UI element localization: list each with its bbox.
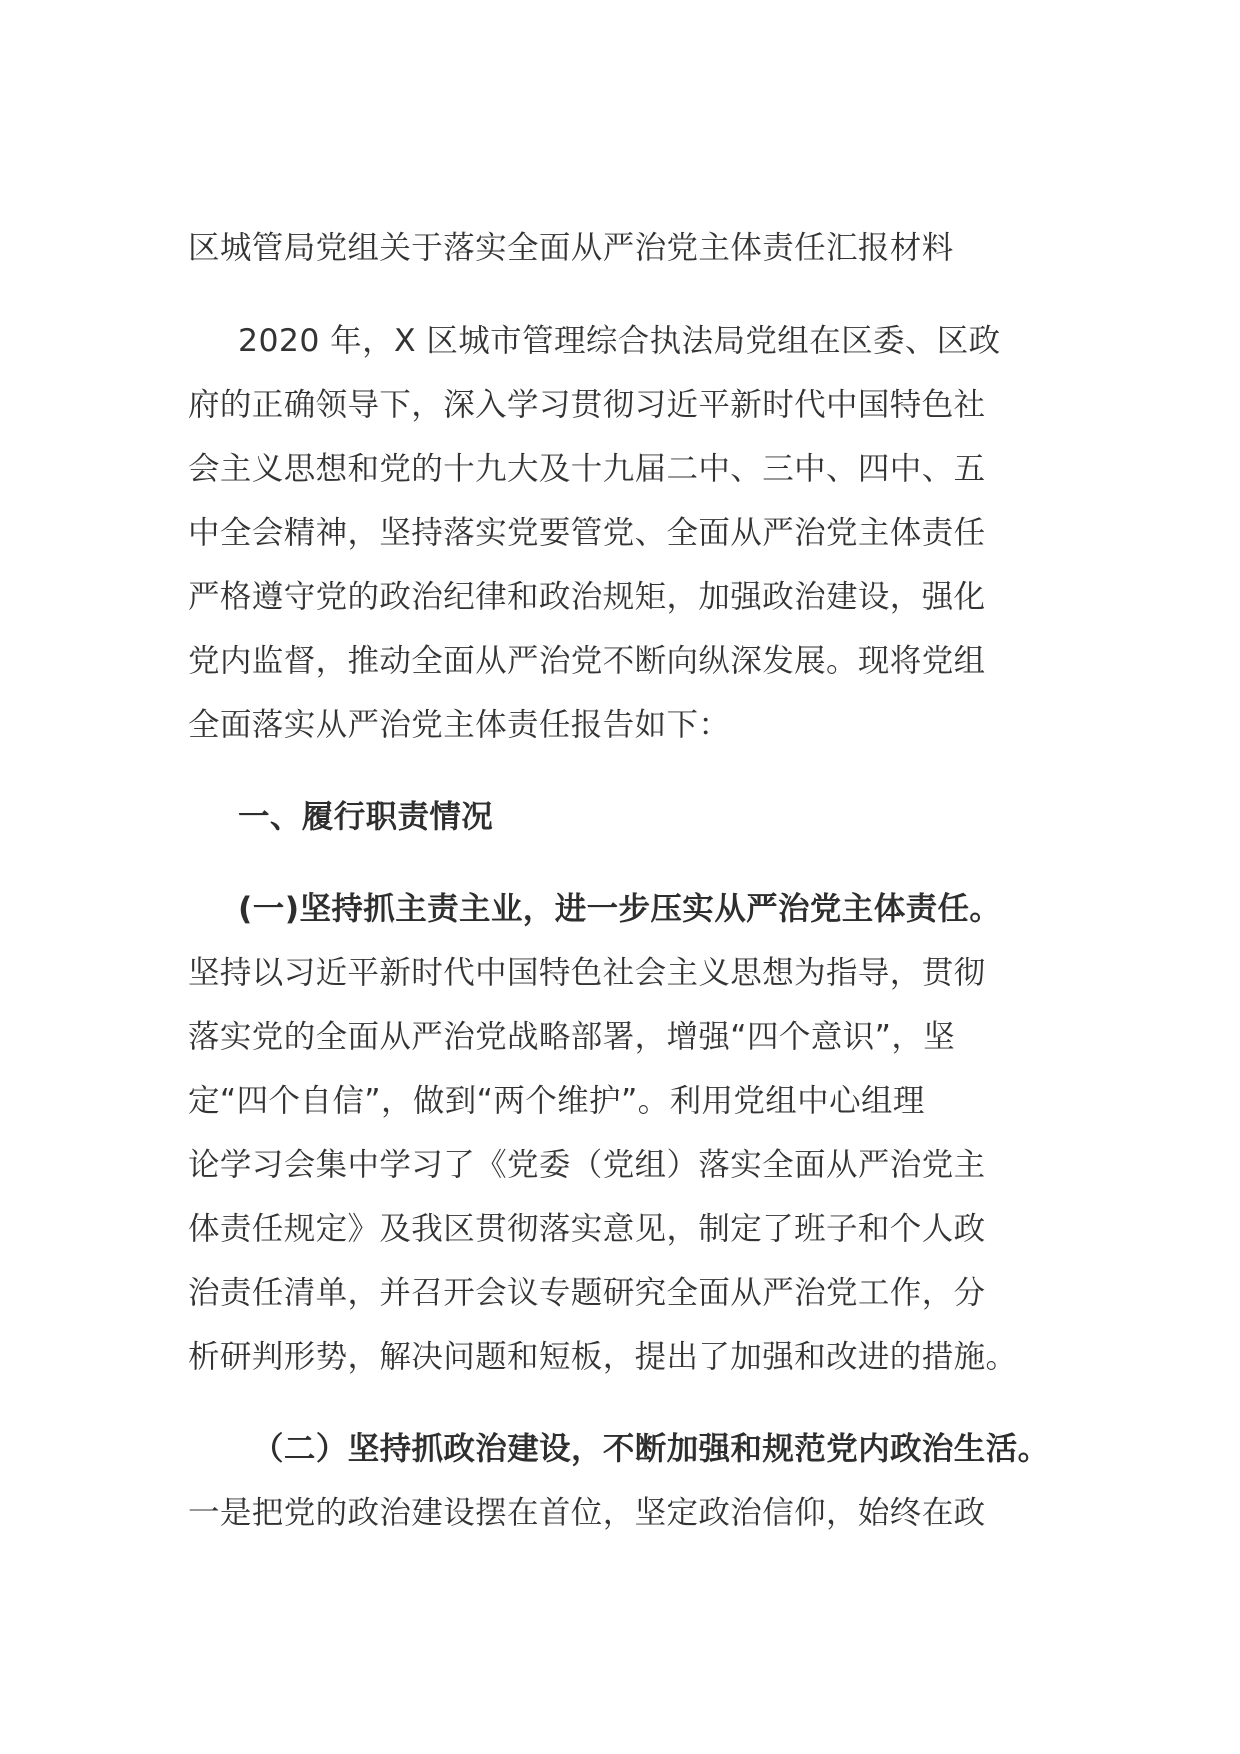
intro-line-5: 严格遵守党的政治纪律和政治规矩，加强政治建设，强化 (188, 579, 986, 615)
intro-line-6: 党内监督，推动全面从严治党不断向纵深发展。现将党组 (188, 643, 986, 679)
subsection-2-heading: （二）坚持抓政治建设，不断加强和规范党内政治生活。 (252, 1431, 1050, 1467)
intro-line-1: 2020 年，X 区城市管理综合执法局党组在区委、区政 (238, 323, 1001, 359)
sub1-line-5: 体责任规定》及我区贯彻落实意见，制定了班子和个人政 (188, 1211, 986, 1247)
intro-line-3: 会主义思想和党的十九大及十九届二中、三中、四中、五 (188, 451, 986, 487)
sub1-line-4: 论学习会集中学习了《党委（党组）落实全面从严治党主 (188, 1147, 986, 1183)
intro-line-7: 全面落实从严治党主体责任报告如下： (188, 707, 731, 743)
sub1-line-1: 坚持以习近平新时代中国特色社会主义思想为指导，贯彻 (188, 955, 986, 991)
intro-line-4: 中全会精神，坚持落实党要管党、全面从严治党主体责任 (188, 515, 986, 551)
sub1-line-3: 定“四个自信”，做到“两个维护”。利用党组中心组理 (188, 1083, 925, 1119)
section-1-heading: 一、履行职责情况 (238, 799, 494, 835)
subsection-1-heading: (一)坚持抓主责主业，进一步压实从严治党主体责任。 (238, 891, 1002, 927)
sub2-line-1: 一是把党的政治建设摆在首位，坚定政治信仰，始终在政 (188, 1495, 986, 1531)
sub1-line-7: 析研判形势，解决问题和短板，提出了加强和改进的措施。 (188, 1339, 1018, 1375)
sub1-line-2: 落实党的全面从严治党战略部署，增强“四个意识”，坚 (188, 1019, 956, 1055)
intro-line-2: 府的正确领导下，深入学习贯彻习近平新时代中国特色社 (188, 387, 986, 423)
sub1-line-6: 治责任清单，并召开会议专题研究全面从严治党工作，分 (188, 1275, 986, 1311)
document-title: 区城管局党组关于落实全面从严治党主体责任汇报材料 (188, 230, 954, 266)
